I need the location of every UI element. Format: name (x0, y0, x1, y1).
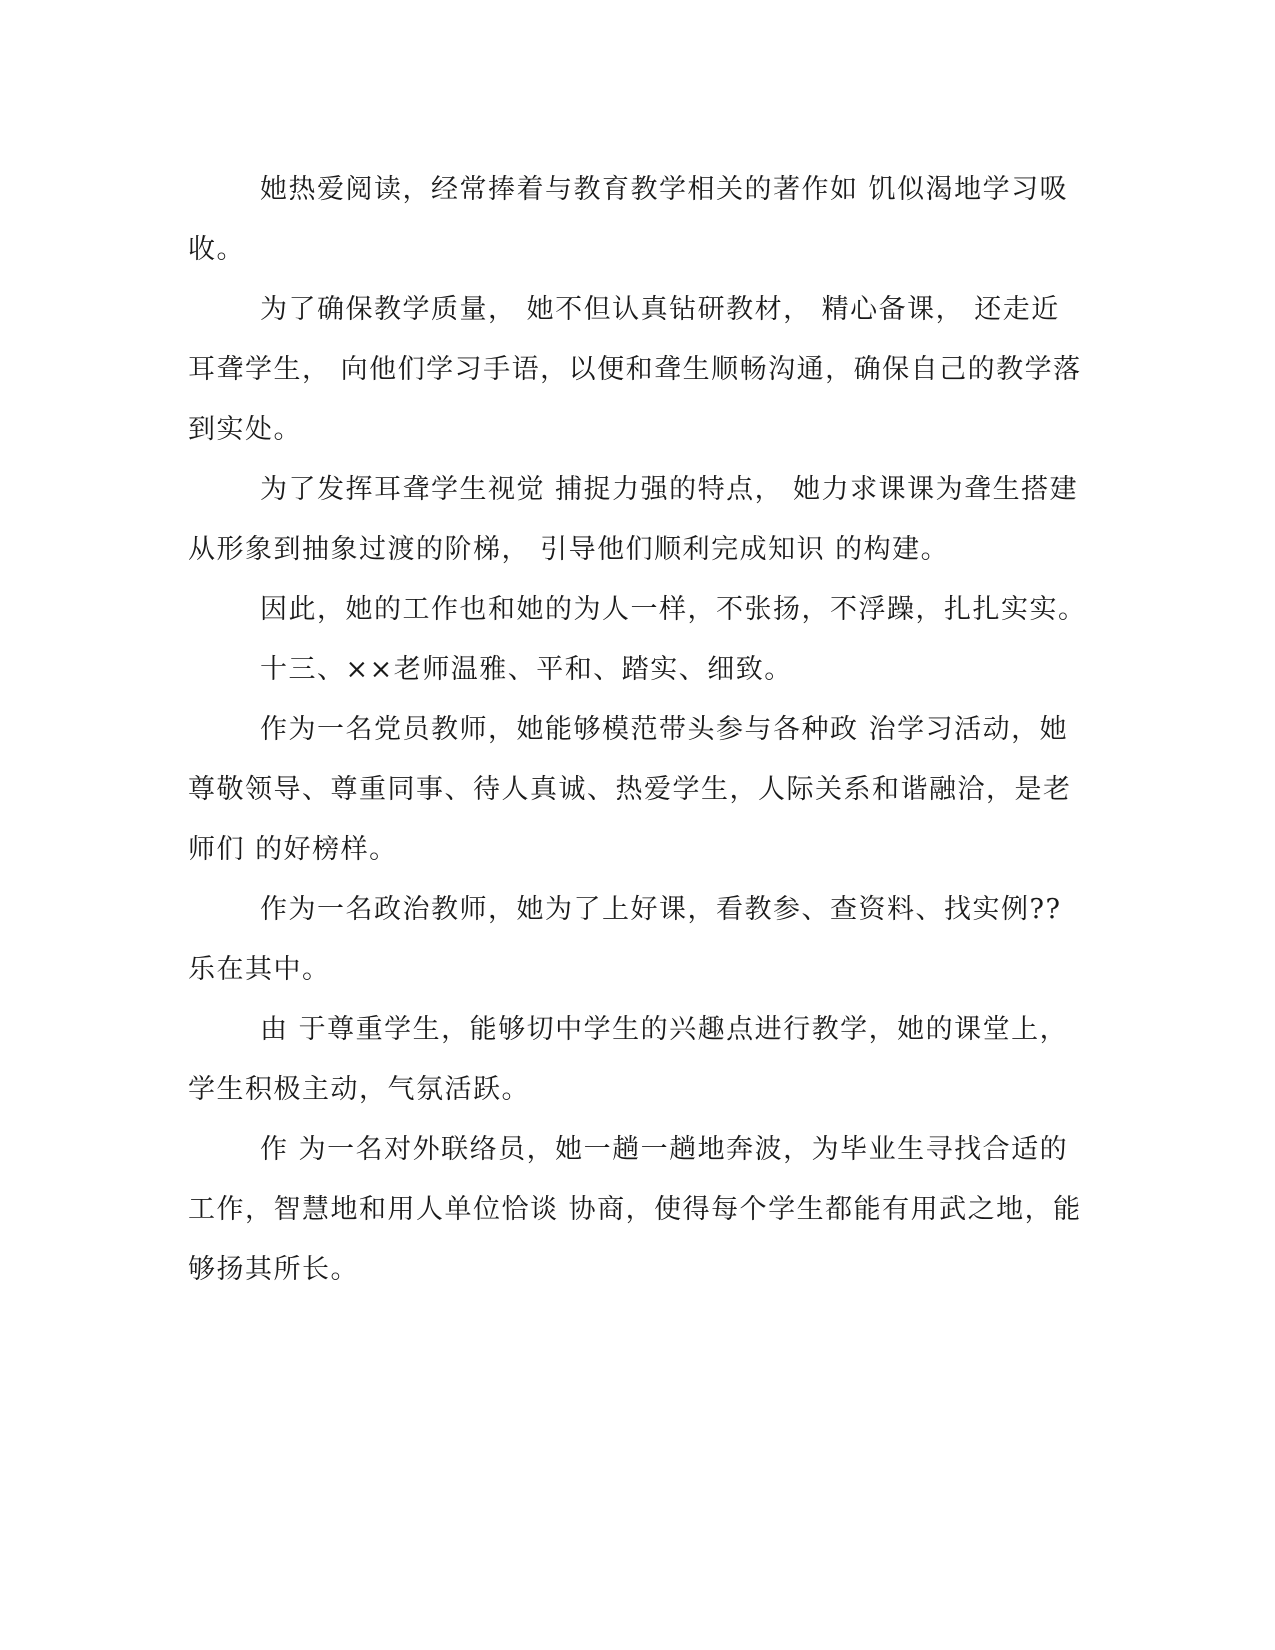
paragraph-work-style: 因此，她的工作也和她的为人一样，不张扬，不浮躁，扎扎实实。 (260, 594, 1087, 625)
paragraph-party-member: 作为一名党员教师，她能够模范带头参与各种政 治学习活动，她尊敬领导、尊重同事、待人真诚、热爱学生，人际关系和谐融洽，是老师们 的好榜样。 (188, 714, 1072, 865)
section-heading-13: 十三、××老师温雅、平和、踏实、细致。 (260, 654, 793, 685)
paragraph-reading: 她热爱阅读，经常捧着与教育教学相关的著作如 饥似渴地学习吸收。 (188, 174, 1069, 265)
paragraph-liaison: 作 为一名对外联络员，她一趟一趟地奔波，为毕业生寻找合适的工作，智慧地和用人单位恰谈 协商，使得每个学生都能有用武之地，能够扬其所长。 (188, 1134, 1082, 1285)
document-body (188, 160, 1088, 1300)
paragraph-visual-strength: 为了发挥耳聋学生视觉 捕捉力强的特点， 她力求课课为聋生搭建从形象到抽象过渡的阶梯， 引导他们顺利完成知识 的构建。 (188, 474, 1079, 565)
paragraph-teaching-quality: 为了确保教学质量， 她不但认真钻研教材， 精心备课， 还走近耳聋学生， 向他们学习手语，以便和聋生顺畅沟通，确保自己的教学落到实处。 (188, 294, 1082, 445)
paragraph-politics-teacher: 作为一名政治教师，她为了上好课，看教参、查资料、找实例??乐在其中。 (188, 894, 1062, 985)
paragraph-classroom: 由 于尊重学生，能够切中学生的兴趣点进行教学，她的课堂上，学生积极主动，气氛活跃。 (188, 1014, 1069, 1105)
